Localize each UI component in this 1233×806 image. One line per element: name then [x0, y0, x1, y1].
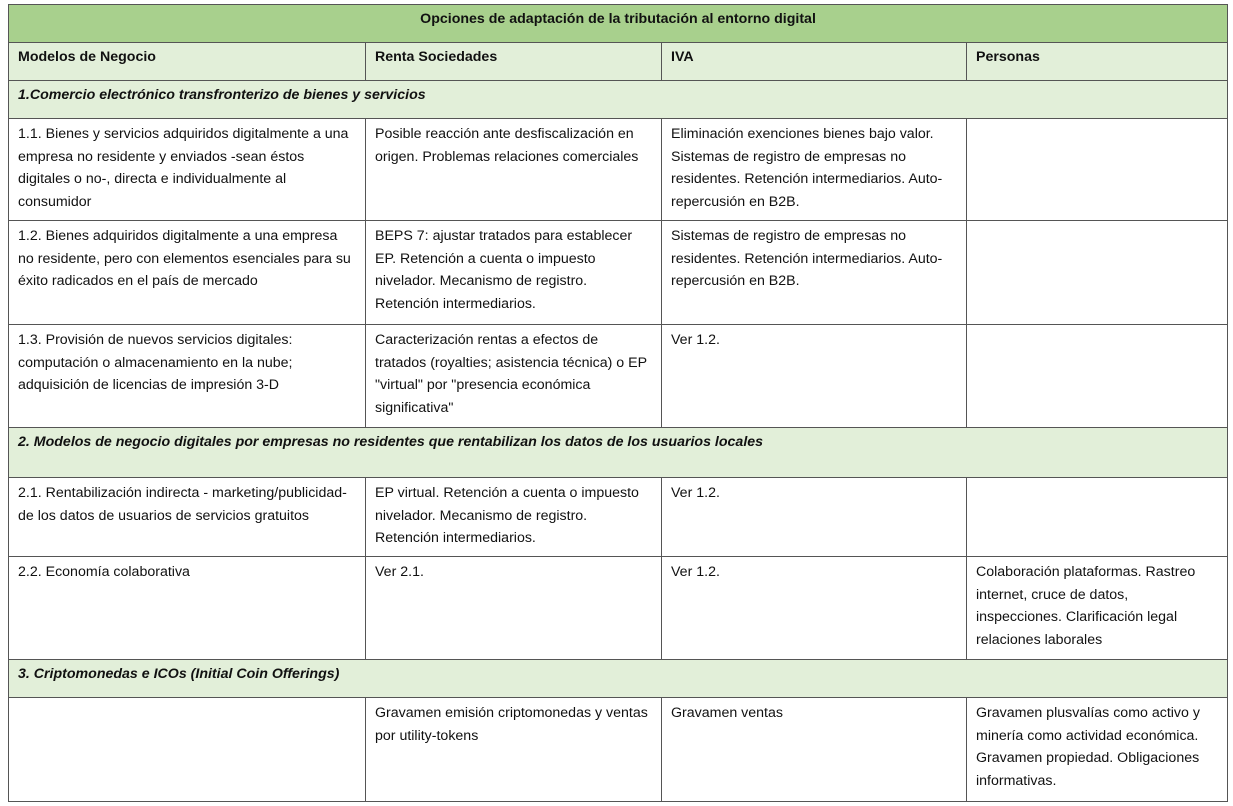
cell-model: 1.2. Bienes adquiridos digitalmente a una empresa no residente, pero con elementos esenciales para su éxito radicados en el país de mercado [9, 221, 366, 325]
header-modelos: Modelos de Negocio [9, 43, 366, 81]
table-row [9, 698, 1228, 802]
cell-model: 1.1. Bienes y servicios adquiridos digitalmente a una empresa no residente y enviados -sean éstos digitales o no-, directa e individualmente al consumidor [9, 119, 366, 221]
cell-renta: EP virtual. Retención a cuenta o impuesto nivelador. Mecanismo de registro. Retención intermediarios. [366, 478, 662, 557]
table-row [9, 557, 1228, 660]
cell-renta: Caracterización rentas a efectos de tratados (royalties; asistencia técnica) o EP "virtual" por "presencia económica significativa" [366, 325, 662, 428]
cell-renta: Gravamen emisión criptomonedas y ventas por utility-tokens [366, 698, 662, 802]
cell-renta: BEPS 7: ajustar tratados para establecer EP. Retención a cuenta o impuesto nivelador. Mecanismo de registro. Retención intermediarios. [366, 221, 662, 325]
section-row [9, 428, 1228, 478]
table-row [9, 119, 1228, 221]
cell-iva: Ver 1.2. [662, 557, 967, 660]
section-row [9, 660, 1228, 698]
cell-iva: Sistemas de registro de empresas no residentes. Retención intermediarios. Auto-repercusión en B2B. [662, 221, 967, 325]
cell-personas [967, 325, 1228, 428]
table-row [9, 325, 1228, 428]
table-row [9, 478, 1228, 557]
section-row [9, 81, 1228, 119]
cell-iva: Gravamen ventas [662, 698, 967, 802]
cell-model [9, 698, 366, 802]
cell-model: 2.1. Rentabilización indirecta - marketing/publicidad- de los datos de usuarios de servicios gratuitos [9, 478, 366, 557]
section-title-2: 2. Modelos de negocio digitales por empresas no residentes que rentabilizan los datos de los usuarios locales [9, 428, 1228, 478]
tax-options-table [8, 4, 1228, 802]
tax-options-sheet [8, 4, 1228, 802]
cell-iva: Ver 1.2. [662, 478, 967, 557]
cell-model: 1.3. Provisión de nuevos servicios digitales: computación o almacenamiento en la nube; adquisición de licencias de impresión 3-D [9, 325, 366, 428]
cell-iva: Ver 1.2. [662, 325, 967, 428]
cell-renta: Posible reacción ante desfiscalización en origen. Problemas relaciones comerciales [366, 119, 662, 221]
cell-personas [967, 478, 1228, 557]
table-title: Opciones de adaptación de la tributación al entorno digital [9, 5, 1228, 43]
table-title-row [9, 5, 1228, 43]
cell-personas [967, 221, 1228, 325]
table-row [9, 221, 1228, 325]
cell-personas [967, 119, 1228, 221]
section-title-3: 3. Criptomonedas e ICOs (Initial Coin Offerings) [9, 660, 1228, 698]
header-personas: Personas [967, 43, 1228, 81]
header-row [9, 43, 1228, 81]
section-title-1: 1.Comercio electrónico transfronterizo de bienes y servicios [9, 81, 1228, 119]
header-iva: IVA [662, 43, 967, 81]
cell-personas: Colaboración plataformas. Rastreo internet, cruce de datos, inspecciones. Clarificación legal relaciones laborales [967, 557, 1228, 660]
cell-model: 2.2. Economía colaborativa [9, 557, 366, 660]
header-renta: Renta Sociedades [366, 43, 662, 81]
cell-personas: Gravamen plusvalías como activo y minería como actividad económica. Gravamen propiedad. Obligaciones informativas. [967, 698, 1228, 802]
cell-renta: Ver 2.1. [366, 557, 662, 660]
cell-iva: Eliminación exenciones bienes bajo valor. Sistemas de registro de empresas no residentes. Retención intermediarios. Auto-repercusión en B2B. [662, 119, 967, 221]
